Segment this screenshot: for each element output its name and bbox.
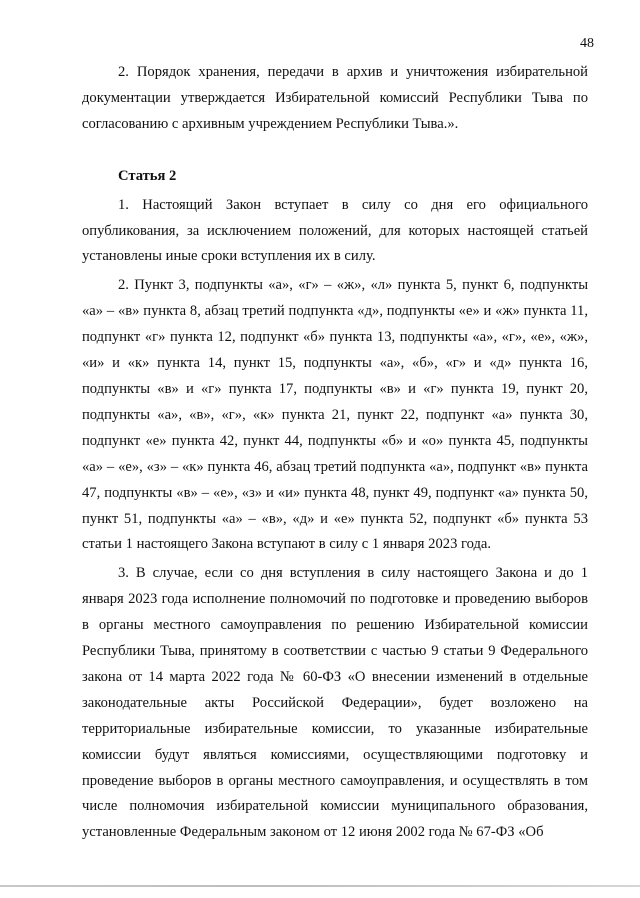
page-number: 48 <box>580 36 594 51</box>
paragraph-storage-procedure: 2. Порядок хранения, передачи в архив и уничтожения избирательной документации утверждается Избирательной комиссий Республики Тыва по согласованию с архивным учреждением Республики Тыва.». <box>82 64 588 132</box>
paragraph-law-entry-into-force: 1. Настоящий Закон вступает в силу со дня его официального опубликования, за исключением положений, для которых настоящей статьей установлены иные сроки вступления их в силу. <box>82 196 588 265</box>
document-body <box>82 60 588 846</box>
article-heading: Статья 2 <box>118 167 177 184</box>
paragraph-territorial-commissions: 3. В случае, если со дня вступления в силу настоящего Закона и до 1 января 2023 года исполнение полномочий по подготовке и проведению выборов в органы местного самоуправления по решению Избирательной комиссии Республики Тыва, принятому в соответствии с частью 9 статьи 9 Федерального закона от 14 марта 2022 года № 60-ФЗ «О внесении изменений в отдельные законодательные акты Российской Федерации», будет возложено на территориальные избирательные комиссии, то указанные избирательные комиссии будут являться комиссиями, осуществляющими подготовку и проведение выборов в органы местного самоуправления, и осуществлять в том числе полномочия избирательной комиссии муниципального образования, установленные Федеральным законом от 12 июня 2002 года № 67-ФЗ «Об <box>82 565 588 841</box>
paragraph-provisions-effective-2023: 2. Пункт 3, подпункты «а», «г» – «ж», «л» пункта 5, пункт 6, подпункты «а» – «в» пункта 8, абзац третий подпункта «д», подпункты «е» и «ж» пункта 11, подпункт «г» пункта 12, подпункт «б» пункта 13, подпункты «а», «г», «е», «ж», «и» и «к» пункта 14, пункт 15, подпункты «а», «б», «г» и «д» пункта 16, подпункты «в» и «г» пункта 17, подпункты «в» и «г» пункта 19, пункт 20, подпункты «а», «в», «г», «к» пункта 21, пункт 22, подпункт «а» пункта 30, подпункт «е» пункта 42, пункт 44, подпункты «б» и «о» пункта 45, подпункты «а» – «е», «з» – «к» пункта 46, абзац третий подпункта «а», подпункт «в» пункта 47, подпункты «в» – «е», «з» и «и» пункта 48, пункт 49, подпункт «а» пункта 50, пункт 51, подпункты «а» – «в», «д» и «е» пункта 52, подпункт «б» пункта 53 статьи 1 настоящего Закона вступают в силу с 1 января 2023 года. <box>82 277 588 553</box>
scan-bottom-edge <box>0 885 640 887</box>
spacer <box>82 138 588 164</box>
